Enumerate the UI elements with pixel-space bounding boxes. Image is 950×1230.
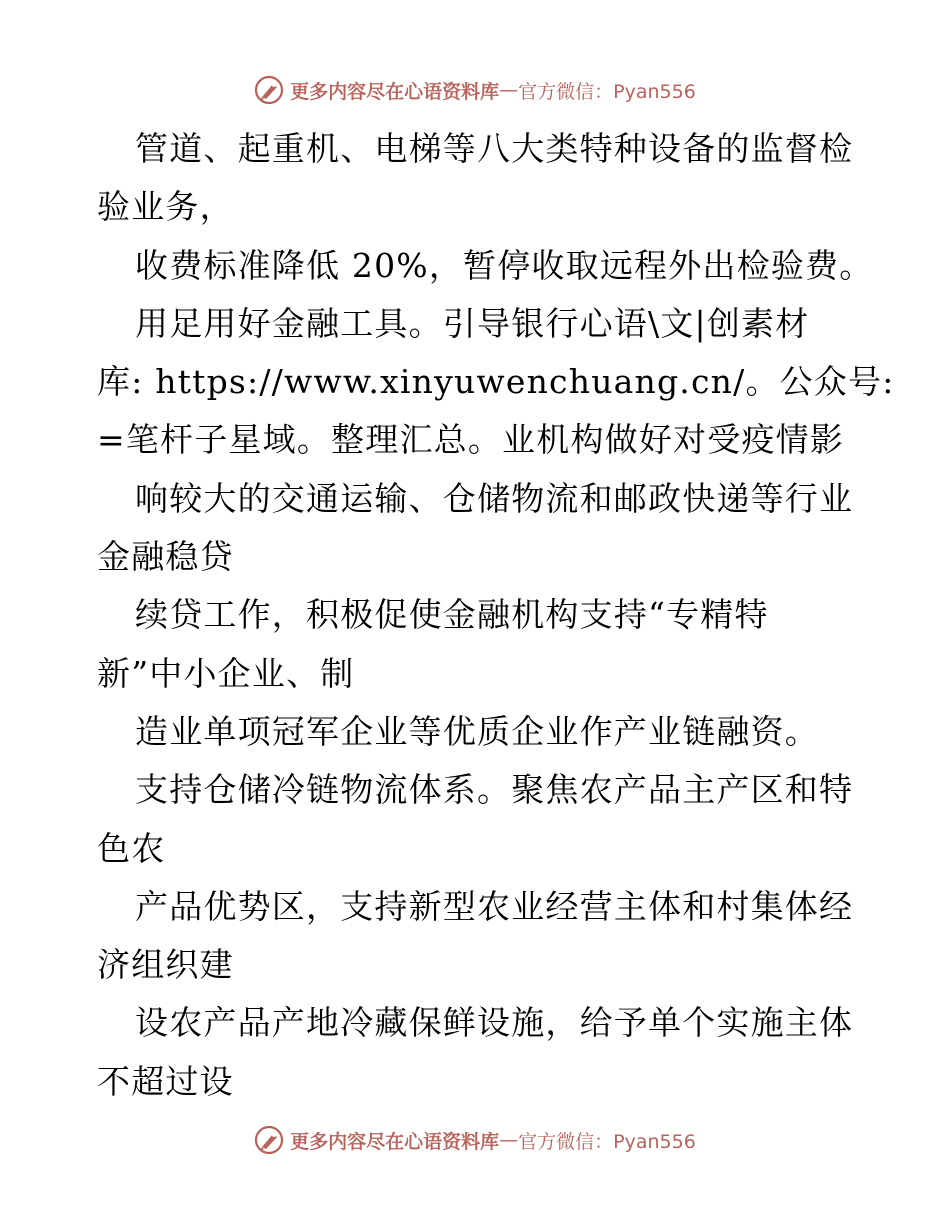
text-line: 用足用好金融工具。引导银行心语\文|创素材 bbox=[135, 303, 810, 343]
text-line: 设农产品产地冷藏保鲜设施，给予单个实施主体 bbox=[135, 1003, 854, 1043]
text-line: 响较大的交通运输、仓储物流和邮政快递等行业 bbox=[135, 478, 854, 518]
banner-main-text: 更多内容尽在心语资料库 bbox=[290, 1130, 500, 1153]
text-line: 造业单项冠军企业等优质企业作产业链融资。 bbox=[135, 711, 819, 751]
text-line: 产品优势区，支持新型农业经营主体和村集体经 bbox=[135, 886, 854, 926]
text-line: 续贷工作，积极促使金融机构支持“专精特 bbox=[135, 595, 769, 635]
pen-nib-logo-icon bbox=[254, 1125, 284, 1155]
banner-sub-text: 官方微信：Pyan556 bbox=[518, 1130, 696, 1153]
pen-nib-logo-icon bbox=[254, 75, 284, 105]
text-line: 支持仓储冷链物流体系。聚焦农产品主产区和特 bbox=[135, 770, 854, 810]
header-watermark-banner bbox=[0, 70, 950, 110]
text-line: 不超过设 bbox=[97, 1061, 234, 1101]
document-body bbox=[97, 120, 895, 1111]
text-line: 库: https://www.xinyuwenchuang.cn/。公众号: bbox=[97, 362, 895, 402]
banner-main-text: 更多内容尽在心语资料库 bbox=[290, 80, 500, 103]
text-line: 金融稳贷 bbox=[97, 537, 234, 577]
text-line: 管道、起重机、电梯等八大类特种设备的监督检 bbox=[135, 129, 854, 168]
banner-dash: — bbox=[499, 1129, 519, 1151]
banner-dash: — bbox=[499, 79, 519, 101]
banner-sub-text: 官方微信：Pyan556 bbox=[518, 80, 696, 103]
footer-watermark-banner bbox=[0, 1120, 950, 1160]
text-line: 济组织建 bbox=[97, 945, 234, 985]
text-line: 验业务， bbox=[97, 187, 234, 227]
text-line: 新”中小企业、制 bbox=[97, 653, 355, 693]
text-line: 色农 bbox=[97, 828, 166, 868]
text-line: =笔杆子星域。整理汇总。业机构做好对受疫情影 bbox=[97, 420, 845, 460]
text-line: 收费标准降低 20%，暂停收取远程外出检验费。 bbox=[135, 245, 874, 285]
